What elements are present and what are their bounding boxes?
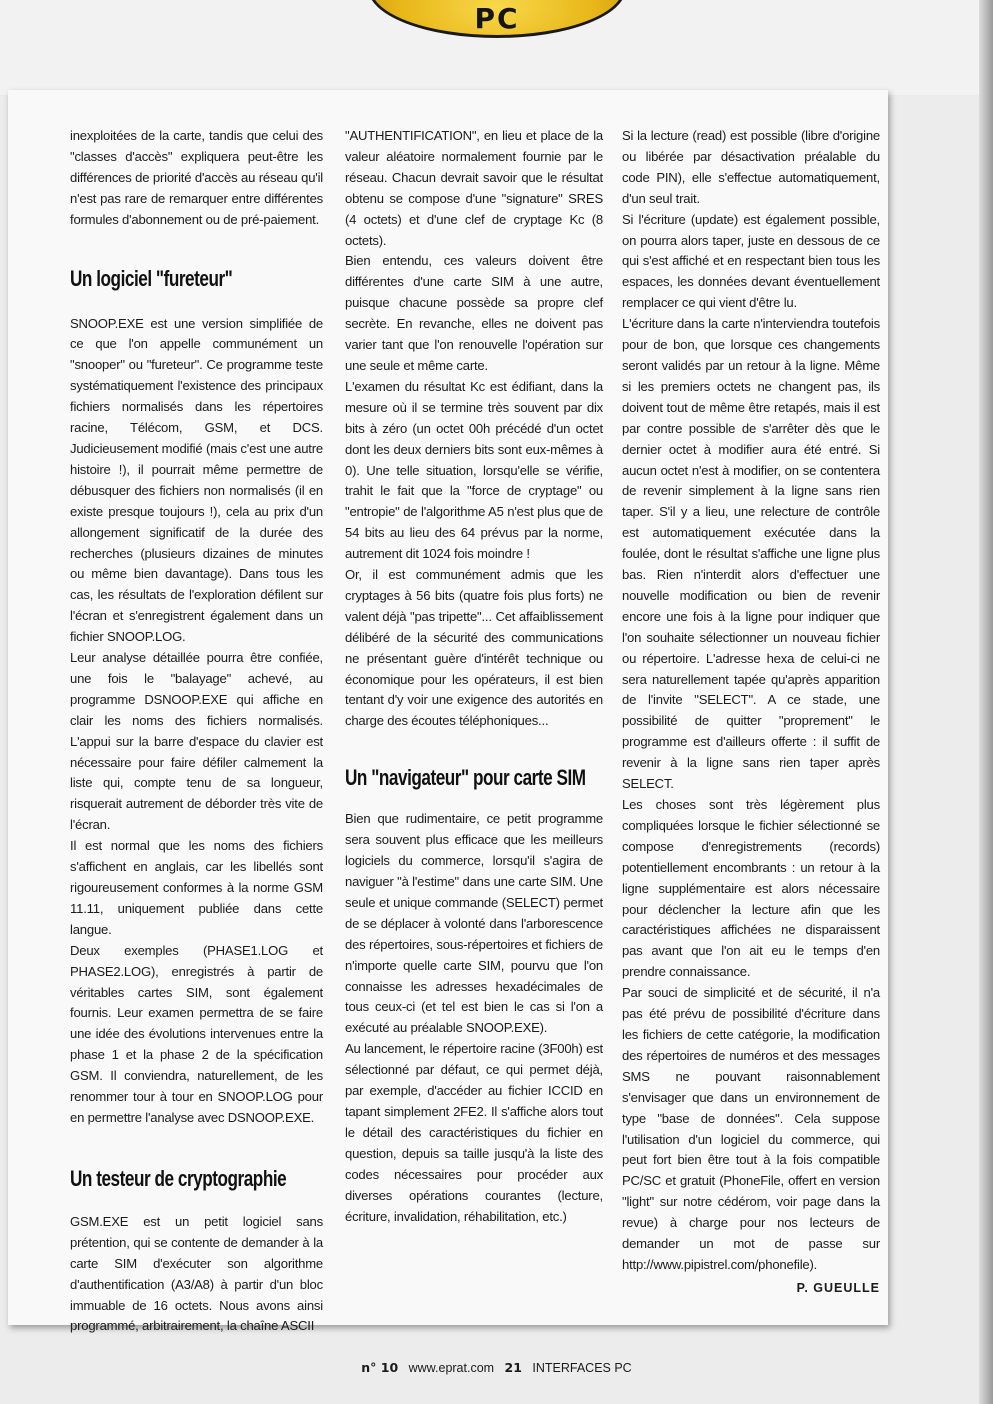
paragraph: Par souci de simplicité et de sécurité, il n'a pas été prévu de possibilité d'écriture dans les fichiers de cette catégorie, la modification des répertoires de numéros et des messages SMS ne pouvant raisonnablement s'envisager que dans un environnement de type "base de données". Cela suppose l'utilisation d'un logiciel du commerce, qui peut fort bien être tout à la fois compatible PC/SC et gratuit (PhoneFile, offert en version "light" sur notre cédérom, voir page dans la revue) à charge pour nos lecteurs de demander un mot de passe sur http://www.pipistrel.com/phonefile). (622, 985, 880, 1272)
heading-navigateur: Un "navigateur" pour carte SIM (345, 765, 586, 791)
paragraph: Leur analyse détaillée pourra être confiée, une fois le "balayage" achevé, au programme DSNOOP.EXE qui affiche en clair les noms des fichiers normalisés. L'appui sur la barre d'espace du clavier est nécessaire pour faire défiler calmement la liste qui, compte tenu de sa longueur, risquerait autrement de déborder très vite de l'écran. (70, 650, 323, 833)
paragraph: Bien que rudimentaire, ce petit programme sera souvent plus efficace que les meilleurs logiciels du commerce, lorsqu'il s'agira de naviguer "à l'estime" dans une carte SIM. Une seule et unique commande (SELECT) permet de se déplacer à volonté dans l'arborescence des répertoires, sous-répertoires et fichiers de n'importe quelle carte SIM, pourvu que l'on connaisse les adresses hexadécimales de tous ceux-ci (et tel est bien le cas si l'on a exécuté au préalable SNOOP.EXE). (345, 811, 603, 1036)
intro-paragraph: inexploitées de la carte, tandis que celui des "classes d'accès" expliquera peut-être les différences de priorité d'accès au réseau qu'il n'est pas rare de remarquer entre différentes formules d'abonnement ou de pré-paiement. (70, 128, 323, 227)
paragraph: SNOOP.EXE est une version simplifiée de ce que l'on appelle communément un "snooper" ou "fureteur". Ce programme teste systématiquement l'existence des principaux fichiers normalisés dans les répertoires racine, Télécom, GSM, et DCS. Judicieusement modifié (mais c'est une autre histoire !), il pourrait même permettre de débusquer des fichiers non normalisés (il en existe presque toujours !), cela au prix d'un allongement significatif de la durée des recherches (plusieurs dizaines de minutes ou même bien davantage). Dans tous les cas, les résultats de l'exploration défilent sur l'écran et s'enregistrent également dans un fichier SNOOP.LOG. (70, 315, 323, 645)
website-url: www.eprat.com (408, 1361, 495, 1375)
paragraph: L'examen du résultat Kc est édifiant, dans la mesure où il se termine très souvent par dix bits à zéro (un octet 00h précédé d'un octet dont les deux derniers bits sont eux-mêmes à 0). Une telle situation, lorsqu'elle se vérifie, trahit le fait que la "force de cryptage" ou "entropie" de l'algorithme A5 n'est plus que de 54 bits au lieu des 64 prévus par la norme, autrement dit 1024 fois moindre ! (345, 378, 603, 562)
author-signature: P. GUEULLE (796, 1280, 880, 1295)
heading-testeur: Un testeur de cryptographie (70, 1165, 287, 1191)
section-logo-badge (368, 0, 626, 38)
logo-text: PC (474, 2, 520, 35)
paragraph: Il est normal que les noms des fichiers s'affichent en anglais, car les libellés sont rigoureusement conformes à la norme GSM 11.11, uniquement publiée dans cette langue. (70, 838, 323, 937)
paragraph: Si la lecture (read) est possible (libre d'origine ou libérée par désactivation préalable du code PIN), elle s'effectue automatiquement, d'un seul trait. (622, 128, 880, 206)
column-2 (345, 126, 603, 1227)
paragraph: Au lancement, le répertoire racine (3F00h) est sélectionné par défaut, ce qui permet déjà, par exemple, d'accéder au fichier ICCID en tapant simplement 2FE2. Il s'affiche alors tout le détail des caractéristiques du fichier en question, depuis sa taille jusqu'à la liste des codes nécessaires pour procéder aux diverses opérations courantes (lecture, écriture, invalidation, réhabilitation, etc.) (345, 1041, 603, 1224)
heading-fureteur: Un logiciel "fureteur" (70, 265, 233, 291)
paragraph: Bien entendu, ces valeurs doivent être différentes d'une carte SIM à une autre, puisque chacune possède sa propre clef secrète. En revanche, elles ne doivent pas varier tant que l'on renouvelle l'opération sur une seule et même carte. (345, 253, 603, 373)
paragraph: L'écriture dans la carte n'interviendra toutefois pour de bon, que lorsque ces changements seront validés par un retour à la ligne. Même si les premiers octets ne changent pas, ils doivent tout de même être retapés, mais il est par contre possible de s'arrêter dès que le dernier octet à modifier aura été entré. Si aucun octet n'est à modifier, on se contentera de revenir simplement à la ligne sans rien taper. S'il y a lieu, une relecture de contrôle est automatiquement exécutée dans la foulée, dont le résultat s'affiche une ligne plus bas. Rien n'interdit alors d'effectuer une nouvelle modification ou bien de revenir encore une fois à la ligne pour indiquer que l'on souhaite sélectionner un nouveau fichier ou répertoire. L'adresse hexa de celui-ci ne sera naturellement tapée qu'après apparition de l'invite "SELECT". A ce stade, une possibilité de quitter "proprement" le programme est d'ailleurs offerte : il suffit de revenir à la ligne sans rien taper après SELECT. (622, 316, 880, 792)
paragraph: Les choses sont très légèrement plus compliquées lorsque le fichier sélectionné se compose d'enregistrements (records) potentiellement encombrants : un retour à la ligne supplémentaire est alors nécessaire pour déclencher la lecture afin que les caractéristiques affichées ne disparaissent pas avant que l'on ait eu le temps d'en prendre connaissance. (622, 797, 880, 980)
page-number: 21 (504, 1360, 522, 1375)
paragraph: Or, il est communément admis que les cryptages à 56 bits (quatre fois plus forts) ne valent déjà "pas tripette"... Cet affaiblissement délibéré de la sécurité des communications ne présentant guère d'intérêt technique ou économique pour les opérateurs, il est bien tentant d'y voir une exigence des autorités en charge des écoutes téléphoniques... (345, 567, 603, 729)
paragraph: Si l'écriture (update) est également possible, on pourra alors taper, juste en dessous de ce qui s'est affiché et en respectant bien tous les espaces, les données devant éventuellement remplacer ce qui vient d'être lu. (622, 211, 880, 311)
magazine-name: INTERFACES PC (532, 1361, 632, 1375)
column-3 (622, 126, 880, 1299)
page-edge-shadow (979, 0, 993, 1404)
paragraph: Deux exemples (PHASE1.LOG et PHASE2.LOG), enregistrés à partir de véritables cartes SIM, sont également fournis. Leur examen permettra de se faire une idée des évolutions intervenues entre la phase 1 et la phase 2 de la spécification GSM. Il conviendra, naturellement, de les renommer tour à tour en SNOOP.LOG pour en permettre l'analyse avec DSNOOP.EXE. (70, 942, 323, 1125)
issue-number: n° 10 (361, 1360, 399, 1375)
page-footer (0, 1360, 993, 1375)
column-1 (70, 126, 323, 1337)
paragraph: GSM.EXE est un petit logiciel sans prétention, qui se contente de demander à la carte SIM d'exécuter son algorithme d'authentification (A3/A8) à partir d'un bloc immuable de 16 octets. Nous avons ainsi programmé, arbitrairement, la chaîne ASCII (70, 1213, 323, 1334)
paragraph: "AUTHENTIFICATION", en lieu et place de la valeur aléatoire normalement fournie par le réseau. Chacun devrait savoir que le résultat obtenu se compose d'une "signature" SRES (4 octets) et d'une clef de cryptage Kc (8 octets). (345, 128, 603, 248)
